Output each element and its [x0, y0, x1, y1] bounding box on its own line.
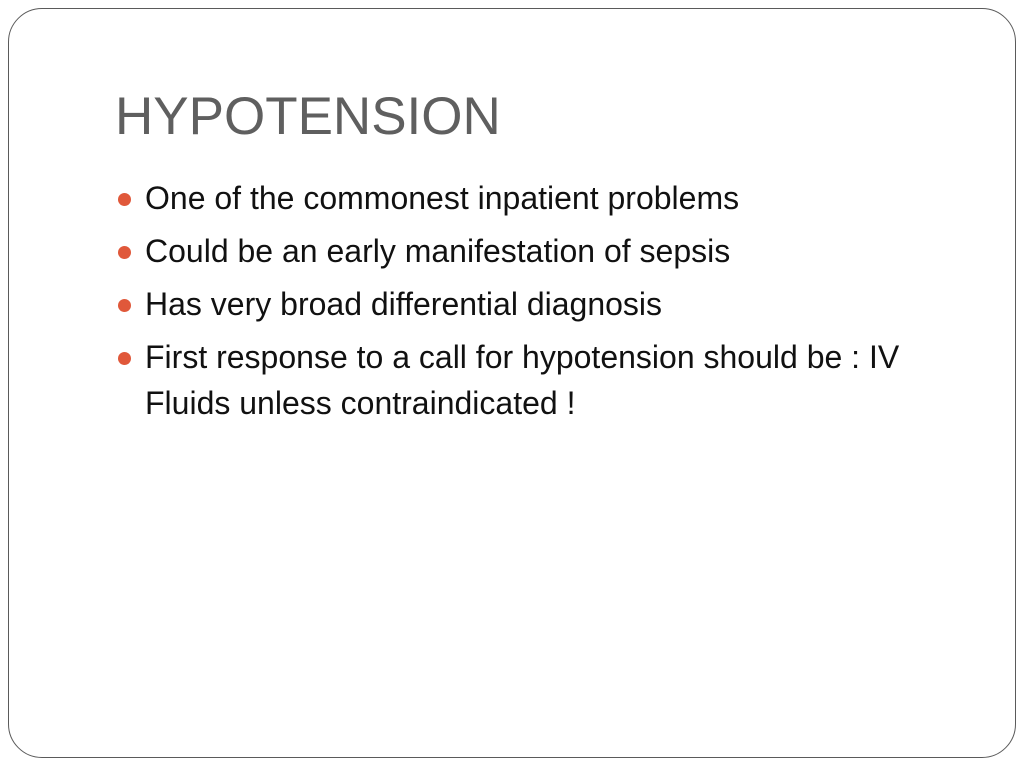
bullet-text: One of the commonest inpatient problems [145, 180, 740, 216]
bullet-dot-icon [118, 352, 131, 365]
slide-title: HYPOTENSION [115, 87, 501, 146]
list-item [115, 228, 975, 274]
bullet-text: Could be an early manifestation of sepsis [145, 233, 731, 269]
bullet-dot-icon [118, 193, 131, 206]
list-item [115, 281, 975, 327]
slide-frame [8, 8, 1016, 758]
list-item [115, 334, 975, 426]
bullet-dot-icon [118, 246, 131, 259]
bullet-dot-icon [118, 299, 131, 312]
bullet-text: First response to a call for hypotension should be : IV Fluids unless contraindicated ! [145, 339, 900, 421]
bullet-text: Has very broad differential diagnosis [145, 286, 663, 322]
bullet-list [115, 175, 975, 433]
list-item [115, 175, 975, 221]
